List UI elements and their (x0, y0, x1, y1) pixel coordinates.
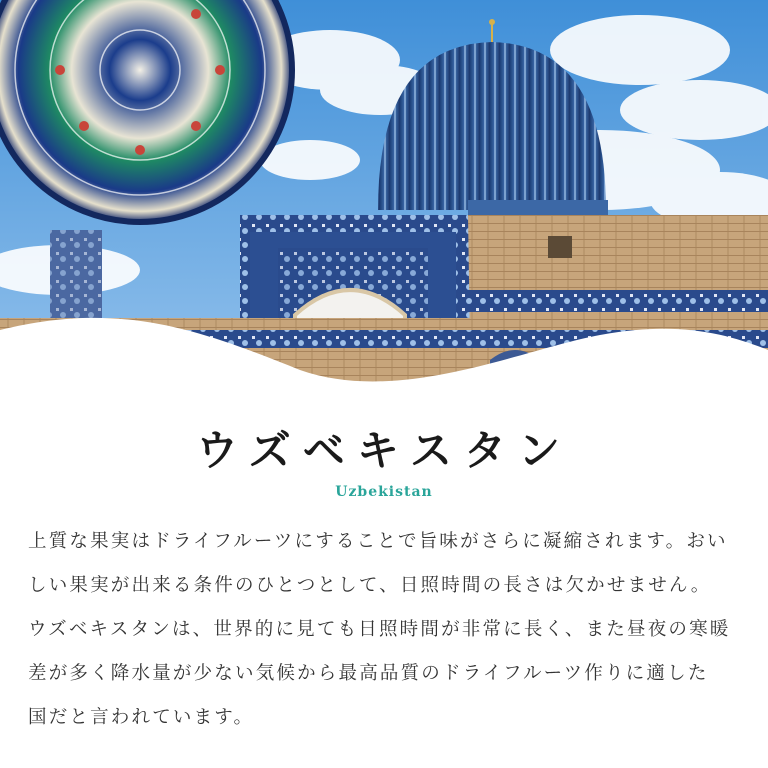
description-line: 差が多く降水量が少ない気候から最高品質のドライフルーツ作りに適した (28, 663, 709, 684)
description-line: しい果実が出来る条件のひとつとして、日照時間の長さは欠かせません。 (28, 575, 712, 596)
description-text (28, 520, 748, 740)
description-line: 上質な果実はドライフルーツにすることで旨味がさらに凝縮されます。おい (28, 531, 728, 552)
page-title: ウズベキスタン (196, 426, 572, 475)
description-line: ウズベキスタンは、世界的に見ても日照時間が非常に長く、また昼夜の寒暖 (28, 619, 731, 640)
description-line: 国だと言われています。 (28, 707, 255, 728)
page-subtitle: Uzbekistan (335, 484, 433, 500)
